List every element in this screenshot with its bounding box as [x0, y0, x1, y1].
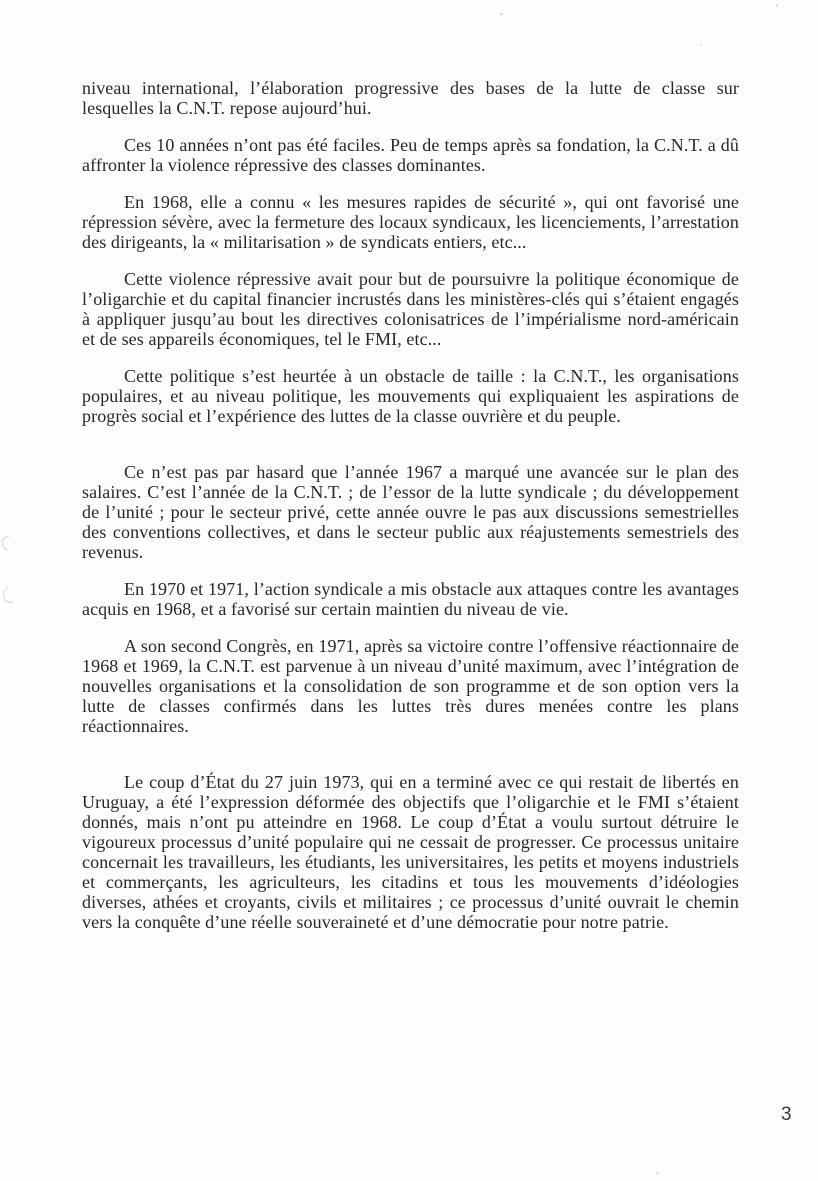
paragraph: En 1968, elle a connu « les mesures rapides de sécurité », qui ont favorisé une répression sévère, avec la fermeture des locaux syndicaux, les licenciements, l’arrestation des dirigeants, la « militarisation » de syndicats entiers, etc... [82, 192, 739, 252]
scan-speck [776, 4, 778, 7]
paragraph: Cette violence répressive avait pour but de poursuivre la politique économique de l’oligarchie et du capital financier incrustés dans les ministères-clés qui s’étaient engagés à appliquer jusqu’au bout les directives colonisatrices de l’impérialisme nord-américain et de ses appareils économiques, tel le FMI, etc... [82, 269, 739, 349]
scan-artifact [1, 584, 21, 605]
paragraph: Ce n’est pas par hasard que l’année 1967 a marqué une avancée sur le plan des salaires. C’est l’année de la C.N.T. ; de l’essor de la lutte syndicale ; du développement de l’unité ; pour le secteur privé, cette année ouvre le pas aux discussions semestrielles des conventions collectives, et dans le secteur public aux réajustements semestriels des revenus. [82, 462, 739, 562]
scan-speck [500, 13, 503, 15]
scan-speck [656, 1172, 659, 1174]
body-text [82, 78, 739, 932]
paragraph: Le coup d’État du 27 juin 1973, qui en a terminé avec ce qui restait de libertés en Uruguay, a été l’expression déformée des objectifs que l’oligarchie et le FMI s’étaient donnés, mais n’ont pu atteindre en 1968. Le coup d’État a voulu surtout détruire le vigoureux processus d’unité populaire qui ne cessait de progresser. Ce processus unitaire concernait les travailleurs, les étudiants, les universitaires, les petits et moyens industriels et commerçants, les agriculteurs, les citadins et tous les mouvements d’idéologies diverses, athées et croyants, civils et militaires ; ce processus d’unité ouvrait le chemin vers la conquête d’une réelle souveraineté et d’une démocratie pour notre patrie. [82, 772, 739, 932]
paragraph: En 1970 et 1971, l’action syndicale a mis obstacle aux attaques contre les avantages acquis en 1968, et a favorisé sur certain maintien du niveau de vie. [82, 579, 739, 619]
paragraph-continuation: niveau international, l’élaboration progressive des bases de la lutte de classe sur lesquelles la C.N.T. repose aujourd’hui. [82, 78, 739, 118]
scan-speck [700, 44, 702, 46]
paragraph: Cette politique s’est heurtée à un obstacle de taille : la C.N.T., les organisations populaires, et au niveau politique, les mouvements qui expliquaient les aspirations de progrès social et l’expérience des luttes de la classe ouvrière et du peuple. [82, 366, 739, 426]
page-number: 3 [781, 1104, 792, 1125]
paragraph: Ces 10 années n’ont pas été faciles. Peu de temps après sa fondation, la C.N.T. a dû affronter la violence répressive des classes dominantes. [82, 135, 739, 175]
paragraph: A son second Congrès, en 1971, après sa victoire contre l’offensive réactionnaire de 1968 et 1969, la C.N.T. est parvenue à un niveau d’unité maximum, avec l’intégration de nouvelles organisations et la consolidation de son programme et de son option vers la lutte de classes confirmés dans les luttes très dures menées contre les plans réactionnaires. [82, 636, 739, 736]
scan-artifact [0, 534, 18, 554]
